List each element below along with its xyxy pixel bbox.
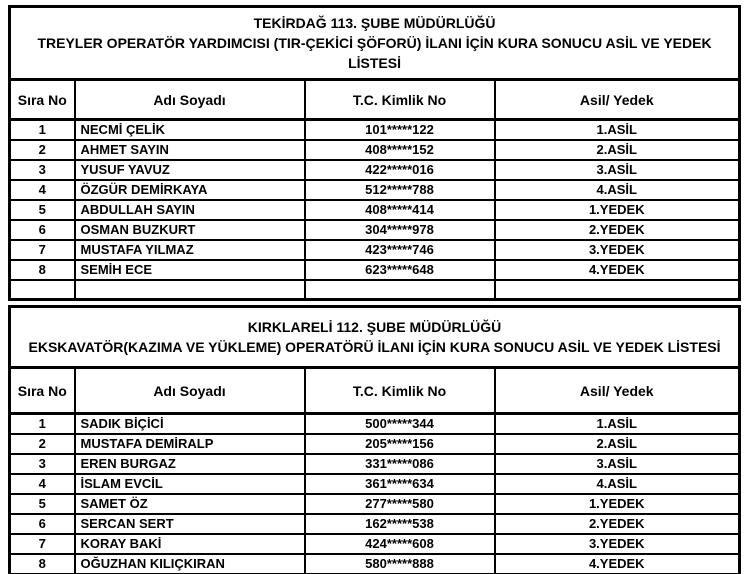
- row-tc-number: 331*****086: [305, 454, 495, 474]
- row-name: NECMİ ÇELİK: [75, 120, 305, 140]
- row-number: 5: [10, 494, 75, 514]
- table-row: [10, 200, 740, 220]
- row-status: 1.YEDEK: [495, 494, 740, 514]
- row-number: 1: [10, 414, 75, 434]
- row-number: 1: [10, 120, 75, 140]
- row-status: 4.ASİL: [495, 180, 740, 200]
- row-name: SEMİH ECE: [75, 260, 305, 280]
- row-name: [75, 280, 305, 300]
- table-header-row: [10, 368, 740, 414]
- table-row: [10, 240, 740, 260]
- row-tc-number: 408*****414: [305, 200, 495, 220]
- table-row: [10, 494, 740, 514]
- table-title-line2: TREYLER OPERATÖR YARDIMCISI (TIR-ÇEKİCİ ŞÖFORÜ) İLANI İÇİN KURA SONUCU ASİL VE YEDEK LİSTESİ: [37, 35, 712, 71]
- table-row: [10, 554, 740, 574]
- row-number: 2: [10, 140, 75, 160]
- row-tc-number: 101*****122: [305, 120, 495, 140]
- row-status: 1.ASİL: [495, 414, 740, 434]
- row-number: 7: [10, 240, 75, 260]
- row-number: [10, 280, 75, 300]
- row-name: MUSTAFA YILMAZ: [75, 240, 305, 260]
- row-tc-number: 623*****648: [305, 260, 495, 280]
- row-name: MUSTAFA DEMİRALP: [75, 434, 305, 454]
- table-title-row: [10, 307, 740, 368]
- table-row: [10, 514, 740, 534]
- row-tc-number: 162*****538: [305, 514, 495, 534]
- row-number: 4: [10, 180, 75, 200]
- row-status: 3.YEDEK: [495, 240, 740, 260]
- row-status: 4.YEDEK: [495, 260, 740, 280]
- row-tc-number: 408*****152: [305, 140, 495, 160]
- row-tc-number: [305, 280, 495, 300]
- table-row: [10, 414, 740, 434]
- row-tc-number: 500*****344: [305, 414, 495, 434]
- row-name: SAMET ÖZ: [75, 494, 305, 514]
- row-tc-number: 423*****746: [305, 240, 495, 260]
- row-status: 1.ASİL: [495, 120, 740, 140]
- row-status: 2.ASİL: [495, 434, 740, 454]
- row-name: AHMET SAYIN: [75, 140, 305, 160]
- table-row: [10, 474, 740, 494]
- row-number: 3: [10, 160, 75, 180]
- row-number: 6: [10, 220, 75, 240]
- column-header-adi-soyadi: Adı Soyadı: [75, 80, 305, 120]
- table-row: [10, 140, 740, 160]
- row-name: KORAY BAKİ: [75, 534, 305, 554]
- row-status: 2.ASİL: [495, 140, 740, 160]
- table-title-line2: EKSKAVATÖR(KAZIMA VE YÜKLEME) OPERATÖRÜ İLANI İÇİN KURA SONUCU ASİL VE YEDEK LİSTESİ: [28, 339, 721, 355]
- row-tc-number: 205*****156: [305, 434, 495, 454]
- row-tc-number: 512*****788: [305, 180, 495, 200]
- row-name: EREN BURGAZ: [75, 454, 305, 474]
- row-status: 4.ASİL: [495, 474, 740, 494]
- row-number: 4: [10, 474, 75, 494]
- table-title-line1: TEKİRDAĞ 113. ŞUBE MÜDÜRLÜĞÜ: [253, 15, 496, 31]
- row-number: 3: [10, 454, 75, 474]
- row-status: 4.YEDEK: [495, 554, 740, 574]
- row-tc-number: 580*****888: [305, 554, 495, 574]
- row-name: ABDULLAH SAYIN: [75, 200, 305, 220]
- kura-result-table: [8, 5, 741, 301]
- column-header-tc-kimlik-no: T.C. Kimlik No: [305, 80, 495, 120]
- row-number: 2: [10, 434, 75, 454]
- row-tc-number: 304*****978: [305, 220, 495, 240]
- row-name: SADIK BİÇİCİ: [75, 414, 305, 434]
- row-number: 8: [10, 554, 75, 574]
- column-header-sira-no: Sıra No: [10, 368, 75, 414]
- column-header-tc-kimlik-no: T.C. Kimlik No: [305, 368, 495, 414]
- table-row: [10, 120, 740, 140]
- row-name: SERCAN SERT: [75, 514, 305, 534]
- table-row: [10, 220, 740, 240]
- row-tc-number: 361*****634: [305, 474, 495, 494]
- kura-result-table: [8, 305, 741, 574]
- row-number: 6: [10, 514, 75, 534]
- table-row: [10, 454, 740, 474]
- row-name: YUSUF YAVUZ: [75, 160, 305, 180]
- row-tc-number: 422*****016: [305, 160, 495, 180]
- table-title: [10, 7, 740, 80]
- row-status: 3.ASİL: [495, 454, 740, 474]
- table-row: [10, 180, 740, 200]
- table-row: [10, 534, 740, 554]
- column-header-adi-soyadi: Adı Soyadı: [75, 368, 305, 414]
- row-status: [495, 280, 740, 300]
- row-status: 3.ASİL: [495, 160, 740, 180]
- table-row: [10, 434, 740, 454]
- result-table-tekirdag: [8, 5, 738, 301]
- row-status: 2.YEDEK: [495, 514, 740, 534]
- row-name: OĞUZHAN KILIÇKIRAN: [75, 554, 305, 574]
- row-number: 5: [10, 200, 75, 220]
- row-number: 7: [10, 534, 75, 554]
- table-row: [10, 280, 740, 300]
- table-title-line1: KIRKLARELİ 112. ŞUBE MÜDÜRLÜĞÜ: [247, 319, 502, 335]
- table-row: [10, 260, 740, 280]
- row-tc-number: 424*****608: [305, 534, 495, 554]
- column-header-asil-yedek: Asil/ Yedek: [495, 80, 740, 120]
- table-title-row: [10, 7, 740, 80]
- row-number: 8: [10, 260, 75, 280]
- column-header-sira-no: Sıra No: [10, 80, 75, 120]
- column-header-asil-yedek: Asil/ Yedek: [495, 368, 740, 414]
- row-name: OSMAN BUZKURT: [75, 220, 305, 240]
- result-table-kirklareli: [8, 305, 738, 574]
- row-name: İSLAM EVCİL: [75, 474, 305, 494]
- row-status: 1.YEDEK: [495, 200, 740, 220]
- row-name: ÖZGÜR DEMİRKAYA: [75, 180, 305, 200]
- table-header-row: [10, 80, 740, 120]
- table-title: [10, 307, 740, 368]
- row-status: 3.YEDEK: [495, 534, 740, 554]
- table-row: [10, 160, 740, 180]
- row-status: 2.YEDEK: [495, 220, 740, 240]
- row-tc-number: 277*****580: [305, 494, 495, 514]
